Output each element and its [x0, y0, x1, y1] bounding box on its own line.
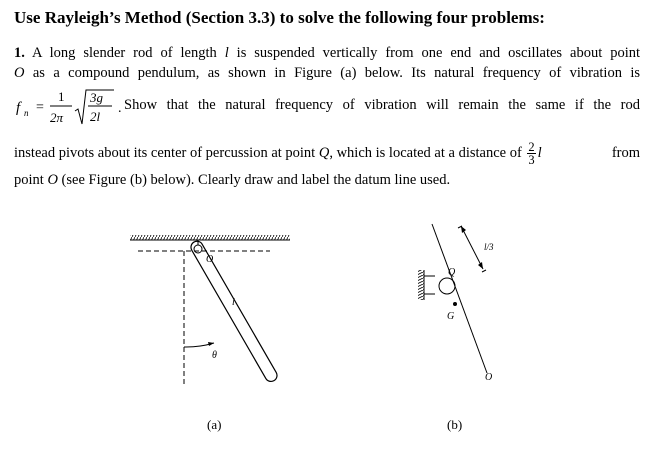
- text-run: point: [14, 172, 48, 188]
- fraction-two-thirds: [527, 141, 535, 166]
- formula-frac1-den: 2π: [50, 110, 64, 125]
- pivot-pin: [194, 245, 202, 253]
- text-run: (see Figure (b) below). Clearly draw and label the datum line used.: [57, 172, 451, 188]
- text-run: is suspended vertically from one end and oscillates about point: [228, 45, 640, 61]
- formula-frac2-den: 2l: [90, 109, 101, 124]
- text-run: instead pivots about its center of percussion at point: [14, 144, 319, 161]
- dimension-extension-bottom: [482, 270, 486, 272]
- label-theta: θ: [212, 350, 217, 361]
- formula-equals: =: [36, 100, 44, 115]
- label-O: O: [485, 372, 493, 383]
- formula-frac2-num: 3g: [90, 90, 103, 105]
- rod: [189, 239, 279, 384]
- text-run: , which is located at a distance of: [329, 144, 526, 161]
- symbol-l: l: [224, 45, 229, 61]
- label-l: l: [232, 297, 235, 308]
- figure-b-center-of-percussion: [405, 218, 535, 388]
- symbol-l: l: [537, 144, 542, 161]
- caption-figure-b: (b): [447, 417, 463, 432]
- label-Q: Q: [448, 267, 456, 278]
- formula-frac1-num: 1: [58, 89, 65, 104]
- label-dist: l/3: [484, 242, 494, 252]
- symbol-O: O: [47, 172, 58, 188]
- problem-line-2: [14, 65, 640, 82]
- figure-a-compound-pendulum: [120, 225, 310, 395]
- text-run: A long slender rod of length: [24, 45, 225, 61]
- formula-sub-n: n: [24, 108, 29, 118]
- wall-hatching: [418, 270, 424, 300]
- problem-line-4: [14, 141, 640, 166]
- symbol-Q: Q: [318, 144, 330, 161]
- problem-line-3: Show that the natural frequency of vibration will remain the same if the rod: [124, 97, 640, 113]
- label-G: G: [447, 311, 455, 322]
- caption-figure-a: (a): [207, 417, 222, 432]
- natural-frequency-formula: [14, 86, 134, 130]
- line-4-left: [14, 141, 542, 166]
- symbol-O: O: [14, 65, 25, 81]
- rod-line: [432, 224, 487, 373]
- fraction-numerator: 2: [528, 140, 535, 154]
- ceiling-hatching: [130, 235, 290, 240]
- text-run: as a compound pendulum, as shown in Figure (a) below. Its natural frequency of vibration is: [24, 65, 640, 81]
- center-of-mass-point: [453, 302, 457, 306]
- fraction-denominator: 3: [528, 153, 535, 167]
- formula-period: .: [118, 101, 122, 116]
- text-run: from: [611, 145, 640, 161]
- arrow-head: [208, 342, 214, 346]
- problem-line-5: [14, 172, 450, 189]
- problem-number: 1.: [14, 45, 25, 61]
- dimension-line: [461, 226, 483, 269]
- label-O: O: [206, 254, 214, 265]
- page-title: Use Rayleigh’s Method (Section 3.3) to solve the following four problems:: [14, 8, 545, 27]
- formula-f: f: [16, 100, 21, 116]
- problem-line-1: [14, 45, 640, 62]
